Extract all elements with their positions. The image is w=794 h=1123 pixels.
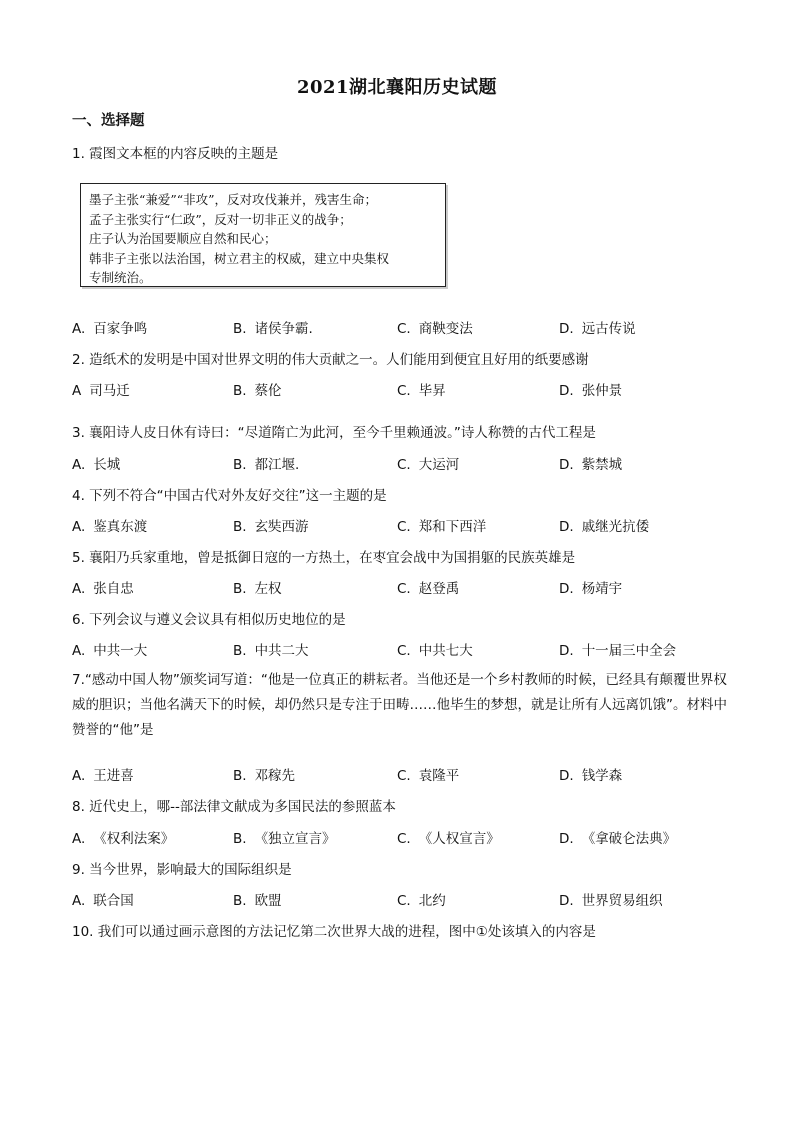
question-5-stem: 5. 襄阳乃兵家重地，曾是抵御日寇的一方热土，在枣宜会战中为国捐躯的民族英雄是: [72, 550, 576, 566]
option-b[interactable]: B. 玄奘西游: [233, 519, 309, 535]
option-d[interactable]: D. 世界贸易组织: [559, 893, 663, 909]
option-b[interactable]: B. 诸侯争霸.: [233, 321, 313, 337]
option-a[interactable]: A. 联合国: [72, 893, 134, 909]
option-c[interactable]: C. 袁隆平: [397, 768, 460, 784]
option-a[interactable]: A. 张自忠: [72, 581, 134, 597]
quote-line: 专制统治。: [89, 270, 152, 285]
question-1-stem: 1. 霞图文本框的内容反映的主题是: [72, 146, 279, 162]
option-c[interactable]: C. 赵登禹: [397, 581, 460, 597]
option-b[interactable]: B. 中共二大: [233, 643, 309, 659]
quote-line: 庄子认为治国要顺应自然和民心；: [89, 231, 277, 246]
question-7-options: [72, 764, 752, 784]
option-b[interactable]: B. 蔡伦: [233, 383, 282, 399]
question-9-options: [72, 889, 752, 909]
option-d[interactable]: D. 钱学森: [559, 768, 623, 784]
question-8-stem: 8. 近代史上，哪--部法律文献成为多国民法的参照蓝本: [72, 799, 396, 815]
option-b[interactable]: B. 左权: [233, 581, 282, 597]
option-d[interactable]: D. 十一届三中全会: [559, 643, 677, 659]
question-8-options: [72, 827, 752, 847]
option-d[interactable]: D. 张仲景: [559, 383, 623, 399]
quote-line: 墨子主张“兼爱”“非攻”，反对攻伐兼并，残害生命；: [89, 192, 378, 207]
question-5-options: [72, 577, 752, 597]
question-4-stem: 4. 下列不符合“中国古代对外友好交往”这一主题的是: [72, 488, 387, 504]
option-a[interactable]: A. 王进喜: [72, 768, 134, 784]
option-a[interactable]: A. 《权利法案》: [72, 831, 175, 847]
page-title: 2021湖北襄阳历史试题: [296, 77, 498, 98]
option-b[interactable]: B. 《独立宣言》: [233, 831, 336, 847]
option-d[interactable]: D. 《拿破仑法典》: [559, 831, 677, 847]
option-a[interactable]: A. 百家争鸣: [72, 321, 148, 337]
option-b[interactable]: B. 邓稼先: [233, 768, 296, 784]
question-3-options: [72, 453, 752, 473]
question-10-stem: 10. 我们可以通过画示意图的方法记忆第二次世界大战的进程，图中①处该填入的内容是: [72, 924, 596, 940]
option-d[interactable]: D. 杨靖宇: [559, 581, 623, 597]
option-a[interactable]: A. 长城: [72, 457, 121, 473]
quote-line: 韩非子主张以法治国，树立君主的权威，建立中央集权: [89, 250, 390, 266]
question-2-stem: 2. 造纸术的发明是中国对世界文明的伟大贡献之一。人们能用到便宜且好用的纸要感谢: [72, 352, 589, 368]
option-d[interactable]: D. 戚继光抗倭: [559, 519, 650, 535]
option-c[interactable]: C. 北约: [397, 893, 446, 909]
option-c[interactable]: C. 商鞅变法: [397, 321, 473, 337]
option-b[interactable]: B. 都江堰.: [233, 457, 300, 473]
option-d[interactable]: D. 远古传说: [559, 321, 636, 337]
question-2-options: [72, 379, 752, 399]
option-c[interactable]: C. 大运河: [397, 457, 460, 473]
option-c[interactable]: C. 郑和下西洋: [397, 519, 487, 535]
question-3-stem: 3. 襄阳诗人皮日休有诗曰：“尽道隋亡为此河，至今千里赖通波。”诗人称赞的古代工程是: [72, 425, 596, 441]
option-c[interactable]: C. 毕昇: [397, 383, 446, 399]
option-c[interactable]: C. 《人权宣言》: [397, 831, 500, 847]
question-6-options: [72, 639, 752, 659]
option-b[interactable]: B. 欧盟: [233, 893, 282, 909]
section-heading: 一、选择题: [72, 113, 145, 129]
option-a[interactable]: A 司马迁: [72, 383, 130, 399]
question-7-stem: 7.“感动中国人物”颁奖词写道：“他是一位真正的耕耘者。当他还是一个乡村教师的时候，已经具有颠覆世界权威的胆识；当他名满天下的时候，却仍然只是专注于田畴……他毕生的梦想，就是让所有人远离饥饿”。材料中赞誉的“他”是: [72, 672, 727, 738]
question-4-options: [72, 515, 752, 535]
quote-box: [80, 183, 446, 287]
option-a[interactable]: A. 中共一大: [72, 643, 148, 659]
question-1-options: [72, 317, 752, 337]
quote-line: 孟子主张实行“仁政”，反对一切非正义的战争；: [89, 211, 352, 227]
option-a[interactable]: A. 鉴真东渡: [72, 519, 148, 535]
question-6-stem: 6. 下列会议与遵义会议具有相似历史地位的是: [72, 612, 346, 628]
option-c[interactable]: C. 中共七大: [397, 643, 473, 659]
question-9-stem: 9. 当今世界，影响最大的国际组织是: [72, 862, 292, 878]
option-d[interactable]: D. 紫禁城: [559, 457, 623, 473]
